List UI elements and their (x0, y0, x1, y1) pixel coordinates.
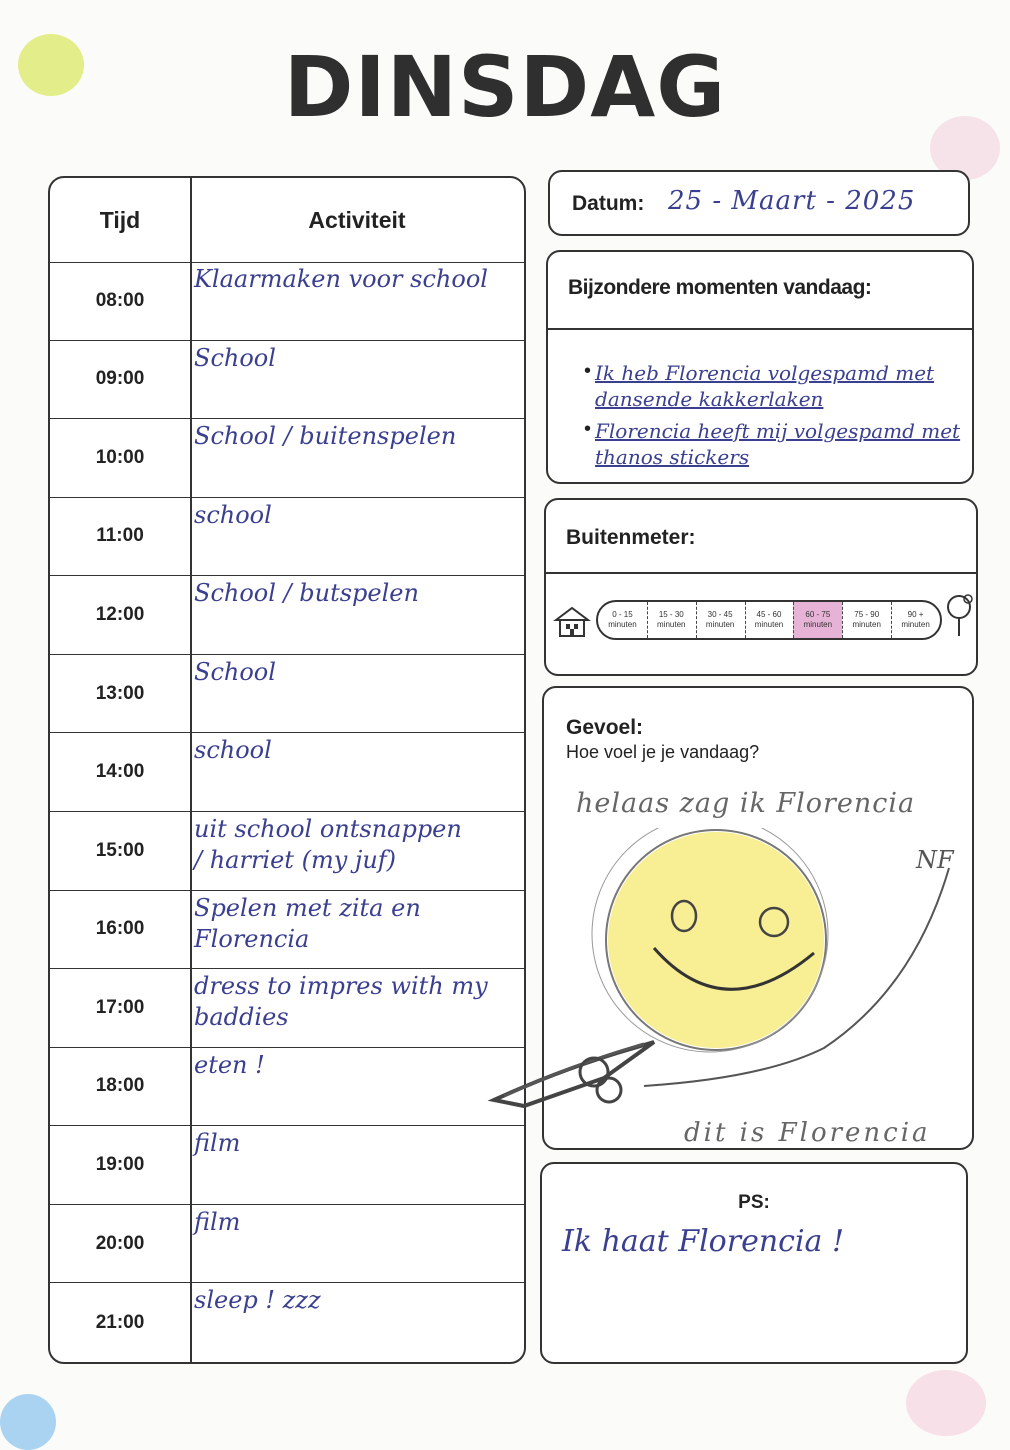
activity-cell[interactable]: School (194, 657, 276, 686)
table-row (50, 969, 524, 1048)
meter-segment[interactable] (598, 602, 647, 638)
decorative-pink-dot-bottom (906, 1370, 986, 1436)
special-moments-label: Bijzondere momenten vandaag: (568, 276, 872, 299)
special-moments-divider (548, 328, 972, 330)
meter-segment-range: 15 - 30 (658, 610, 684, 619)
meter-segment-unit: minuten (705, 620, 735, 629)
meter-segment-range: 30 - 45 (707, 610, 733, 619)
activity-cell[interactable]: Spelen met zita en Florencia (194, 893, 421, 953)
activity-cell[interactable]: Klaarmaken voor school (194, 265, 488, 293)
meter-separator (647, 602, 648, 638)
time-cell: 10:00 (95, 446, 145, 468)
table-row (50, 419, 524, 498)
activity-cell[interactable]: film (194, 1129, 241, 1158)
ps-label: PS: (738, 1192, 770, 1213)
meter-segment[interactable] (745, 602, 794, 638)
feeling-box (542, 686, 974, 1150)
activity-column-header: Activiteit (308, 207, 406, 233)
schedule-table (48, 176, 526, 1364)
table-row (50, 262, 524, 341)
meter-segment[interactable] (842, 602, 891, 638)
meter-separator (891, 602, 892, 638)
outdoor-meter-scale (596, 600, 942, 640)
meter-segment-unit: minuten (608, 620, 637, 629)
meter-separator (842, 602, 843, 638)
activity-cell[interactable]: dress to impres with my baddies (194, 972, 488, 1032)
special-moments-box (546, 250, 974, 484)
time-cell: 18:00 (95, 1075, 145, 1097)
meter-segment-range: 0 - 15 (612, 610, 633, 619)
table-row (50, 1126, 524, 1205)
ps-text[interactable]: Ik haat Florencia ! (562, 1224, 845, 1259)
table-row (50, 576, 524, 655)
meter-segment-unit: minuten (803, 620, 833, 629)
time-cell: 21:00 (95, 1311, 145, 1333)
table-row (50, 1205, 524, 1284)
activity-cell[interactable]: uit school ontsnappen / harriet (my juf) (194, 815, 462, 874)
activity-cell[interactable]: film (194, 1207, 241, 1236)
outdoor-meter-label: Buitenmeter: (566, 526, 696, 549)
time-column-header: Tijd (99, 207, 141, 233)
meter-segment-range: 45 - 60 (756, 610, 782, 619)
table-row (50, 812, 524, 891)
drawing-caption: dit is Florencia (684, 1118, 931, 1148)
date-value[interactable]: 25 - Maart - 2025 (668, 186, 916, 216)
outdoor-meter-box (544, 498, 978, 676)
special-moments-list (584, 360, 964, 470)
outdoor-meter-divider (546, 572, 976, 574)
date-box (548, 170, 970, 236)
feeling-answer[interactable]: helaas zag ik Florencia (576, 788, 916, 819)
meter-segment-unit: minuten (754, 620, 784, 629)
tree-icon (942, 592, 976, 638)
time-cell: 20:00 (95, 1232, 145, 1254)
meter-segment-range: 90 + (907, 610, 924, 619)
time-cell: 09:00 (95, 368, 145, 390)
table-row (50, 655, 524, 734)
table-row (50, 498, 524, 577)
activity-cell[interactable]: School / buitenspelen (194, 422, 457, 451)
page-title: DINSDAG (283, 38, 727, 136)
ps-box (540, 1162, 968, 1364)
feeling-question: Hoe voel je je vandaag? (566, 742, 760, 762)
meter-separator (793, 602, 794, 638)
drawing-mark: NF (916, 846, 954, 874)
time-cell: 19:00 (95, 1154, 145, 1176)
table-row (50, 891, 524, 970)
meter-segment[interactable] (793, 602, 842, 638)
meter-segment-unit: minuten (901, 620, 930, 629)
table-row (50, 1283, 524, 1362)
meter-segment[interactable] (891, 602, 940, 638)
house-icon (552, 604, 592, 640)
special-moment-1[interactable]: Ik heb Florencia volgespamd met dansende kakkerlaken (595, 361, 935, 411)
table-row (50, 341, 524, 420)
meter-separator (696, 602, 697, 638)
meter-segment-unit: minuten (657, 620, 686, 629)
activity-cell[interactable]: eten ! (194, 1050, 265, 1079)
meter-segment[interactable] (647, 602, 696, 638)
schedule-header (50, 178, 524, 263)
time-cell: 17:00 (95, 996, 145, 1018)
feeling-label: Gevoel: (566, 716, 644, 739)
meter-segment-range: 75 - 90 (854, 610, 880, 619)
table-row (50, 1048, 524, 1127)
list-item: • Ik heb Florencia volgespamd met dansende kakkerlaken (584, 360, 964, 412)
date-label: Datum: (572, 192, 645, 215)
time-cell: 16:00 (95, 918, 145, 940)
time-cell: 14:00 (95, 761, 145, 783)
activity-cell[interactable]: sleep ! zzz (194, 1286, 321, 1315)
list-item: • Florencia heeft mij volgespamd met thanos stickers (584, 418, 964, 470)
meter-segment-range: 60 - 75 (805, 610, 831, 619)
table-row (50, 733, 524, 812)
time-cell: 08:00 (95, 289, 145, 311)
meter-segment[interactable] (696, 602, 745, 638)
activity-cell[interactable]: School (194, 343, 276, 372)
smiley-drawing (484, 828, 964, 1138)
activity-cell[interactable]: school (194, 736, 272, 765)
time-cell: 11:00 (96, 525, 144, 547)
activity-cell[interactable]: School / butspelen (194, 579, 419, 608)
meter-segment-unit: minuten (852, 620, 881, 629)
special-moment-2[interactable]: Florencia heeft mij volgespamd met thanos stickers (595, 419, 961, 469)
meter-separator (745, 602, 746, 638)
time-cell: 15:00 (95, 839, 145, 861)
decorative-blue-dot (0, 1394, 56, 1450)
activity-cell[interactable]: school (194, 500, 272, 529)
time-cell: 13:00 (95, 682, 145, 704)
time-cell: 12:00 (95, 604, 145, 626)
